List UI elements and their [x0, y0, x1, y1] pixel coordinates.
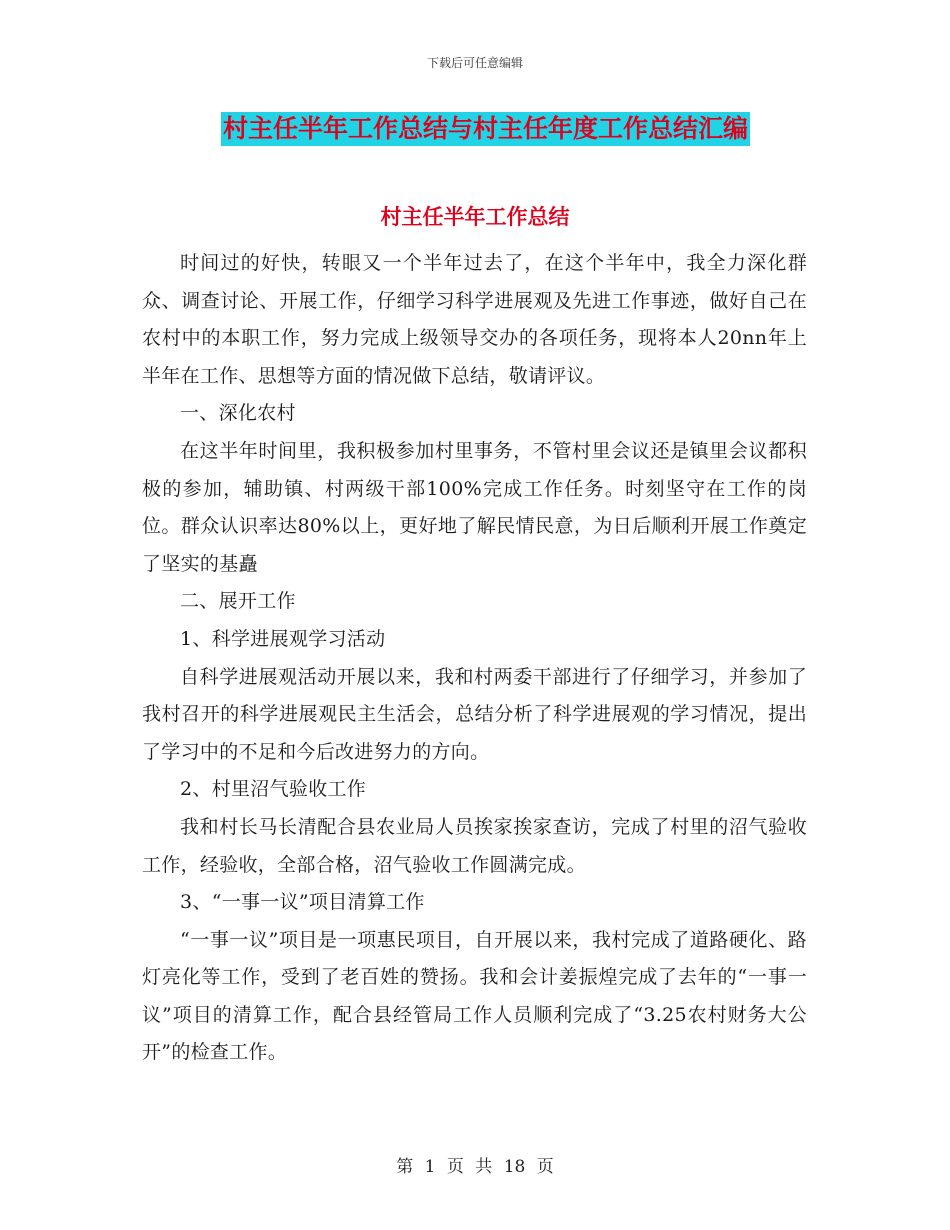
subheading: 2、村里沼气验收工作	[180, 778, 367, 801]
paragraph-intro: 时间过的好快，转眼又一个半年过去了，在这个半年中，我全力深化群众、调查讨论、开展工作，仔细学习科学进展观及先进工作事迹，做好自己在农村中的本职工作，努力完成上级领导交办的各项任务，现将本人20nn年上半年在工作、思想等方面的情况做下总结，敬请评议。	[142, 252, 807, 387]
section-title: 村主任半年工作总结	[380, 205, 570, 229]
subheading: 1、科学进展观学习活动	[180, 627, 386, 650]
heading-1: 一、深化农村	[180, 402, 296, 425]
header-note: 下载后可任意编辑	[426, 56, 523, 70]
main-title: 村主任半年工作总结与村主任年度工作总结汇编	[221, 112, 750, 146]
document-body	[142, 245, 807, 1072]
page-footer: 第 1 页 共 18 页	[396, 1157, 554, 1177]
subheading: 3、“一事一议”项目清算工作	[180, 891, 425, 914]
paragraph: 自科学进展观活动开展以来，我和村两委干部进行了仔细学习，并参加了我村召开的科学进展观民主生活会，总结分析了科学进展观的学习情况，提出了学习中的不足和今后改进努力的方向。	[142, 665, 807, 763]
paragraph: 我和村长马长清配合县农业局人员挨家挨家查访，完成了村里的沼气验收工作，经验收，全部合格，沼气验收工作圆满完成。	[142, 815, 807, 876]
paragraph: 在这半年时间里，我积极参加村里事务，不管村里会议还是镇里会议都积极的参加，辅助镇、村两级干部100%完成工作任务。时刻坚守在工作的岗位。群众认识率达80%以上，更好地了解民情民意，为日后顺利开展工作奠定了坚实的基矗	[142, 439, 807, 575]
paragraph: “一事一议”项目是一项惠民项目，自开展以来，我村完成了道路硬化、路灯亮化等工作，受到了老百姓的赞扬。我和会计姜振煌完成了去年的“一事一议”项目的清算工作，配合县经管局工作人员顺利完成了“3.25农村财务大公开”的检查工作。	[142, 928, 807, 1064]
heading-2: 二、展开工作	[180, 590, 296, 613]
